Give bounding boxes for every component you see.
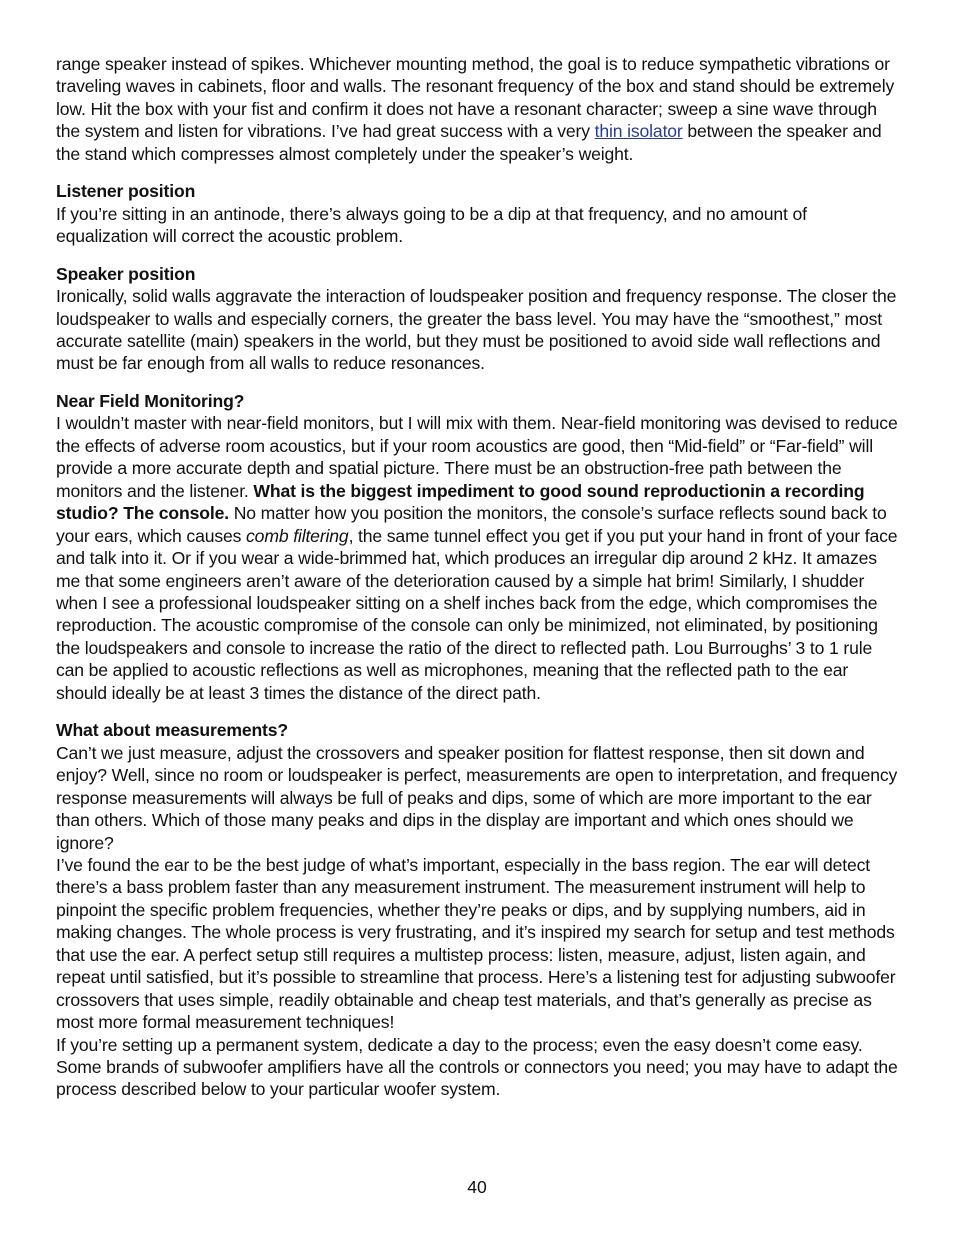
near-field-text-1: I wouldn’t master with near-field monitors, but I will mix with them. Near-field monitoring was devised to reduce the effects of adverse room acoustics, but if your room acoustics are good, then “Mid-field” or “Far-field” will provide a more accurate depth and spatial picture. There must be an obstruction-free path between the monitors and the listener. xyxy=(56,413,898,501)
near-field-heading: Near Field Monitoring? xyxy=(56,390,245,411)
near-field-bold-question: What is the biggest impediment to good sound reproductionin a recording studio? The console. xyxy=(56,480,865,524)
speaker-position-body: Ironically, solid walls aggravate the interaction of loudspeaker position and frequency response. The closer the loudspeaker to walls and especially corners, the greater the bass level. You may have the “smoothest,” most accurate satellite (main) speakers in the world, but they must be positioned to avoid side wall reflections and must be far enough from all walls to reduce resonances. xyxy=(56,286,897,374)
measurements-paragraph-3: If you’re setting up a permanent system, dedicate a day to the process; even the easy doesn’t come easy. Some brands of subwoofer amplifiers have all the controls or connectors you need; you may have to adapt the process described below to your particular woofer system. xyxy=(56,1034,898,1100)
thin-isolator-link[interactable]: thin isolator xyxy=(594,121,683,142)
speaker-position-heading: Speaker position xyxy=(56,263,196,284)
near-field-section xyxy=(56,390,901,704)
measurements-heading: What about measurements? xyxy=(56,720,289,741)
measurements-paragraph-2: I’ve found the ear to be the best judge of what’s important, especially in the bass region. The ear will detect there’s a bass problem faster than any measurement instrument. The measurement instrument will help to pinpoint the specific problem frequencies, whether they’re peaks or dips, and by supplying numbers, aid in making changes. The whole process is very frustrating, and it’s inspired my search for setup and test methods that use the ear. A perfect setup still requires a multistep process: listen, measure, adjust, listen again, and repeat until satisfied, but it’s possible to streamline that process. Here’s a listening test for adjusting subwoofer crossovers that uses simple, readily obtainable and cheap test materials, and that’s generally as precise as most more formal measurement techniques! xyxy=(56,854,896,1033)
intro-paragraph xyxy=(56,53,901,165)
listener-position-body: If you’re sitting in an antinode, there’s always going to be a dip at that frequency, and no amount of equalization will correct the acoustic problem. xyxy=(56,203,807,247)
measurements-paragraph-1: Can’t we just measure, adjust the crossovers and speaker position for flattest response, then sit down and enjoy? Well, since no room or loudspeaker is perfect, measurements are open to interpretation, and frequency response measurements will always be full of peaks and dips, some of which are more important to the ear than others. Which of those many peaks and dips in the display are important and which ones should we ignore? xyxy=(56,742,898,853)
near-field-text-2: No matter how you position the monitors, the console’s surface reflects sound back to your ears, which causes xyxy=(56,503,887,546)
listener-position-section xyxy=(56,180,901,247)
comb-filtering-term: comb filtering xyxy=(246,525,349,546)
near-field-body xyxy=(56,412,901,704)
measurements-section xyxy=(56,719,901,1101)
intro-text-after-link: between the speaker and the stand which compresses almost completely under the speaker’s weight. xyxy=(56,121,882,164)
speaker-position-section xyxy=(56,263,901,375)
page-content xyxy=(56,53,901,1101)
near-field-text-3: , the same tunnel effect you get if you put your hand in front of your face and talk into it. Or if you wear a wide-brimmed hat, which produces an irregular dip around 2 kHz. It amazes me that some engineers aren’t aware of the deterioration caused by a simple hat brim! Similarly, I shudder when I see a professional loudspeaker sitting on a shelf inches back from the edge, which compromises the reproduction. The acoustic compromise of the console can only be minimized, not eliminated, by positioning the loudspeakers and console to increase the ratio of the direct to reflected path. Lou Burroughs’ 3 to 1 rule can be applied to acoustic reflections as well as microphones, meaning that the reflected path to the ear should ideally be at least 3 times the distance of the direct path. xyxy=(56,525,898,703)
intro-text-before-link: range speaker instead of spikes. Whichever mounting method, the goal is to reduce sympathetic vibrations or traveling waves in cabinets, floor and walls. The resonant frequency of the box and stand should be extremely low. Hit the box with your fist and confirm it does not have a resonant character; sweep a sine wave through the system and listen for vibrations. I’ve had great success with a very xyxy=(56,54,895,142)
page-number: 40 xyxy=(467,1177,487,1197)
listener-position-heading: Listener position xyxy=(56,181,196,202)
